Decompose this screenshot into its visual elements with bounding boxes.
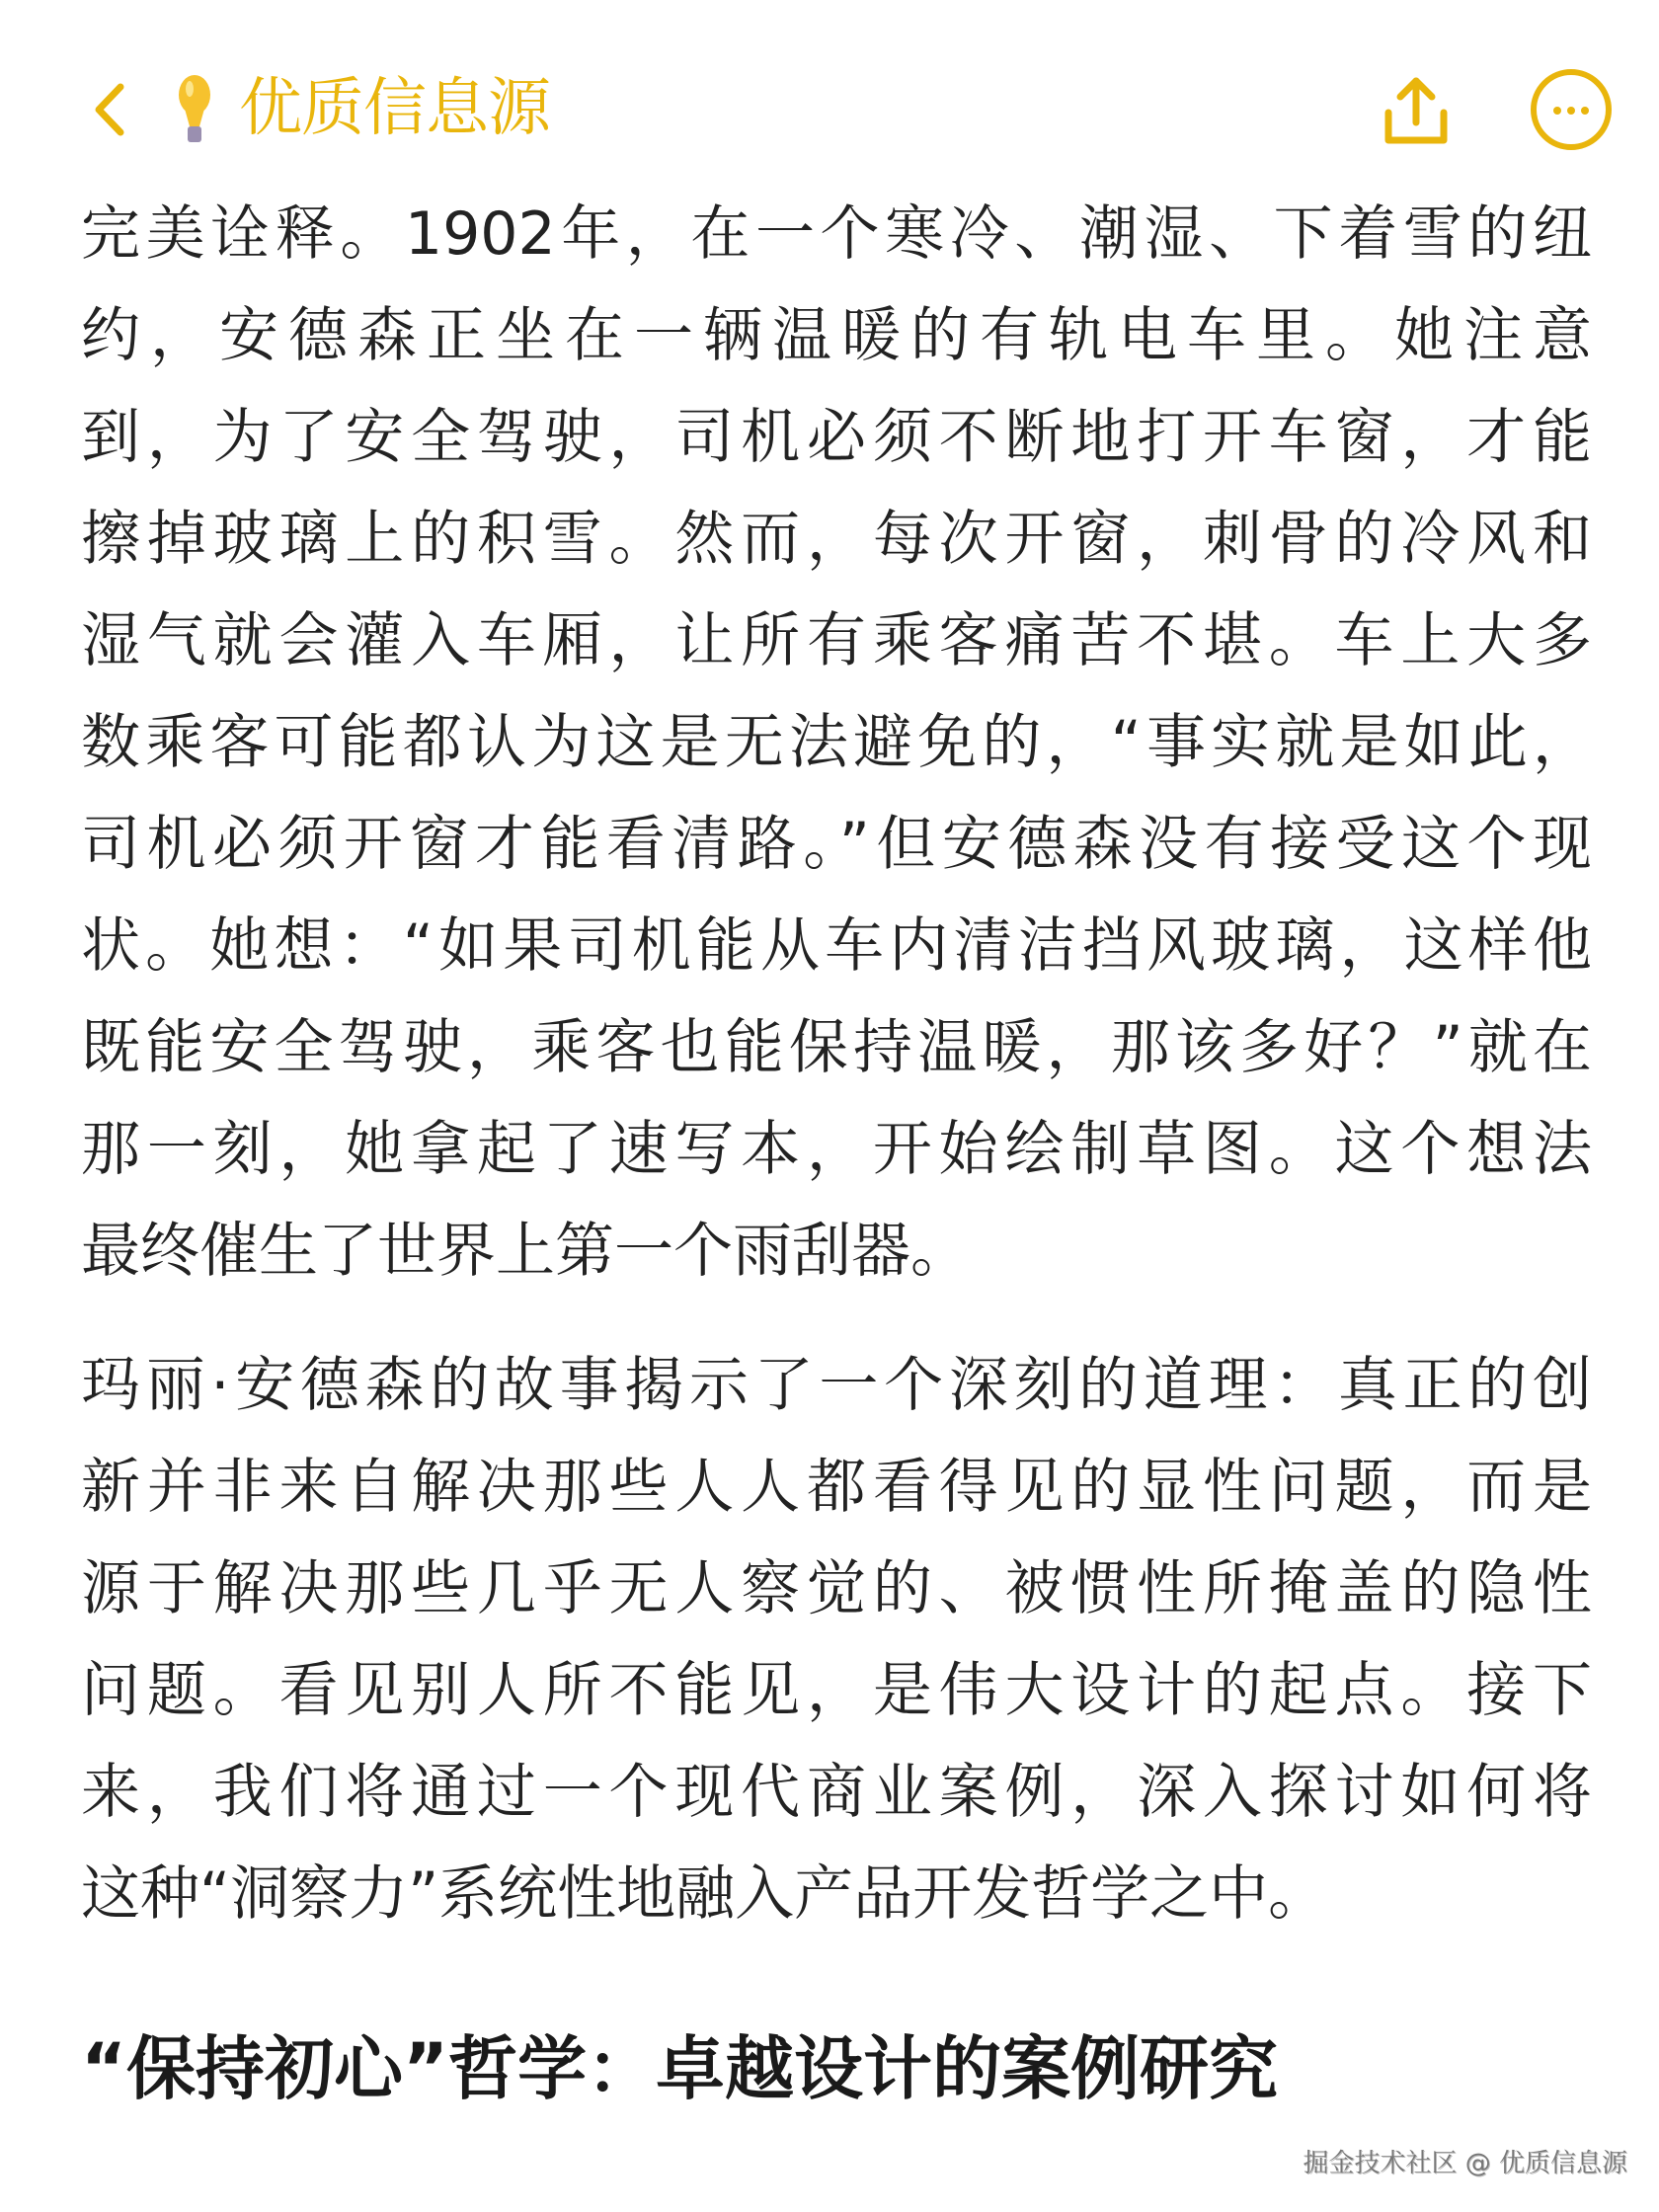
text-line: 约，安德森正坐在一辆温暖的有轨电车里。她注意 bbox=[81, 301, 1592, 370]
text-line: 新并非来自解决那些人人都看得见的显性问题，而是 bbox=[81, 1453, 1592, 1522]
text-line: 擦掉玻璃上的积雪。然而，每次开窗，刺骨的冷风和 bbox=[81, 505, 1592, 574]
text-line: 完美诠释。1902年，在一个寒冷、潮湿、下着雪的纽 bbox=[81, 199, 1592, 269]
text-line: 到，为了安全驾驶，司机必须不断地打开车窗，才能 bbox=[81, 403, 1592, 472]
top-bar bbox=[0, 61, 1659, 160]
text-line: 那一刻，她拿起了速写本，开始绘制草图。这个想法 bbox=[81, 1115, 1592, 1184]
share-button[interactable] bbox=[1375, 69, 1458, 152]
more-button[interactable] bbox=[1527, 65, 1616, 154]
text-line: 最终催生了世界上第一个雨刮器。 bbox=[81, 1217, 970, 1286]
text-line: 源于解决那些几乎无人察觉的、被惯性所掩盖的隐性 bbox=[81, 1554, 1592, 1623]
text-line: 玛丽·安德森的故事揭示了一个深刻的道理：真正的创 bbox=[81, 1351, 1592, 1420]
text-line: 问题。看见别人所不能见，是伟大设计的起点。接下 bbox=[81, 1656, 1592, 1725]
text-line: 既能安全驾驶，乘客也能保持温暖，那该多好？”就在 bbox=[81, 1013, 1592, 1082]
section-heading: “保持初心”哲学：卓越设计的案例研究 bbox=[81, 2028, 1279, 2109]
article-paragraph-1 bbox=[81, 184, 1592, 1303]
lightbulb-icon bbox=[170, 71, 219, 150]
text-line: 来，我们将通过一个现代商业案例，深入探讨如何将 bbox=[81, 1758, 1592, 1827]
watermark: 掘金技术社区 @ 优质信息源 bbox=[1303, 2149, 1627, 2178]
text-line: 状。她想：“如果司机能从车内清洁挡风玻璃，这样他 bbox=[81, 911, 1592, 981]
chevron-left-icon bbox=[83, 75, 142, 144]
share-icon bbox=[1375, 69, 1458, 152]
article-paragraph-2 bbox=[81, 1335, 1592, 1945]
back-button[interactable] bbox=[83, 75, 142, 144]
page-title: 优质信息源 bbox=[239, 72, 550, 145]
more-icon bbox=[1527, 65, 1616, 154]
text-line: 数乘客可能都认为这是无法避免的，“事实就是如此， bbox=[81, 708, 1592, 777]
text-line: 这种“洞察力”系统性地融入产品开发哲学之中。 bbox=[81, 1859, 1328, 1929]
text-line: 湿气就会灌入车厢，让所有乘客痛苦不堪。车上大多 bbox=[81, 606, 1592, 675]
text-line: 司机必须开窗才能看清路。”但安德森没有接受这个现 bbox=[81, 810, 1592, 879]
